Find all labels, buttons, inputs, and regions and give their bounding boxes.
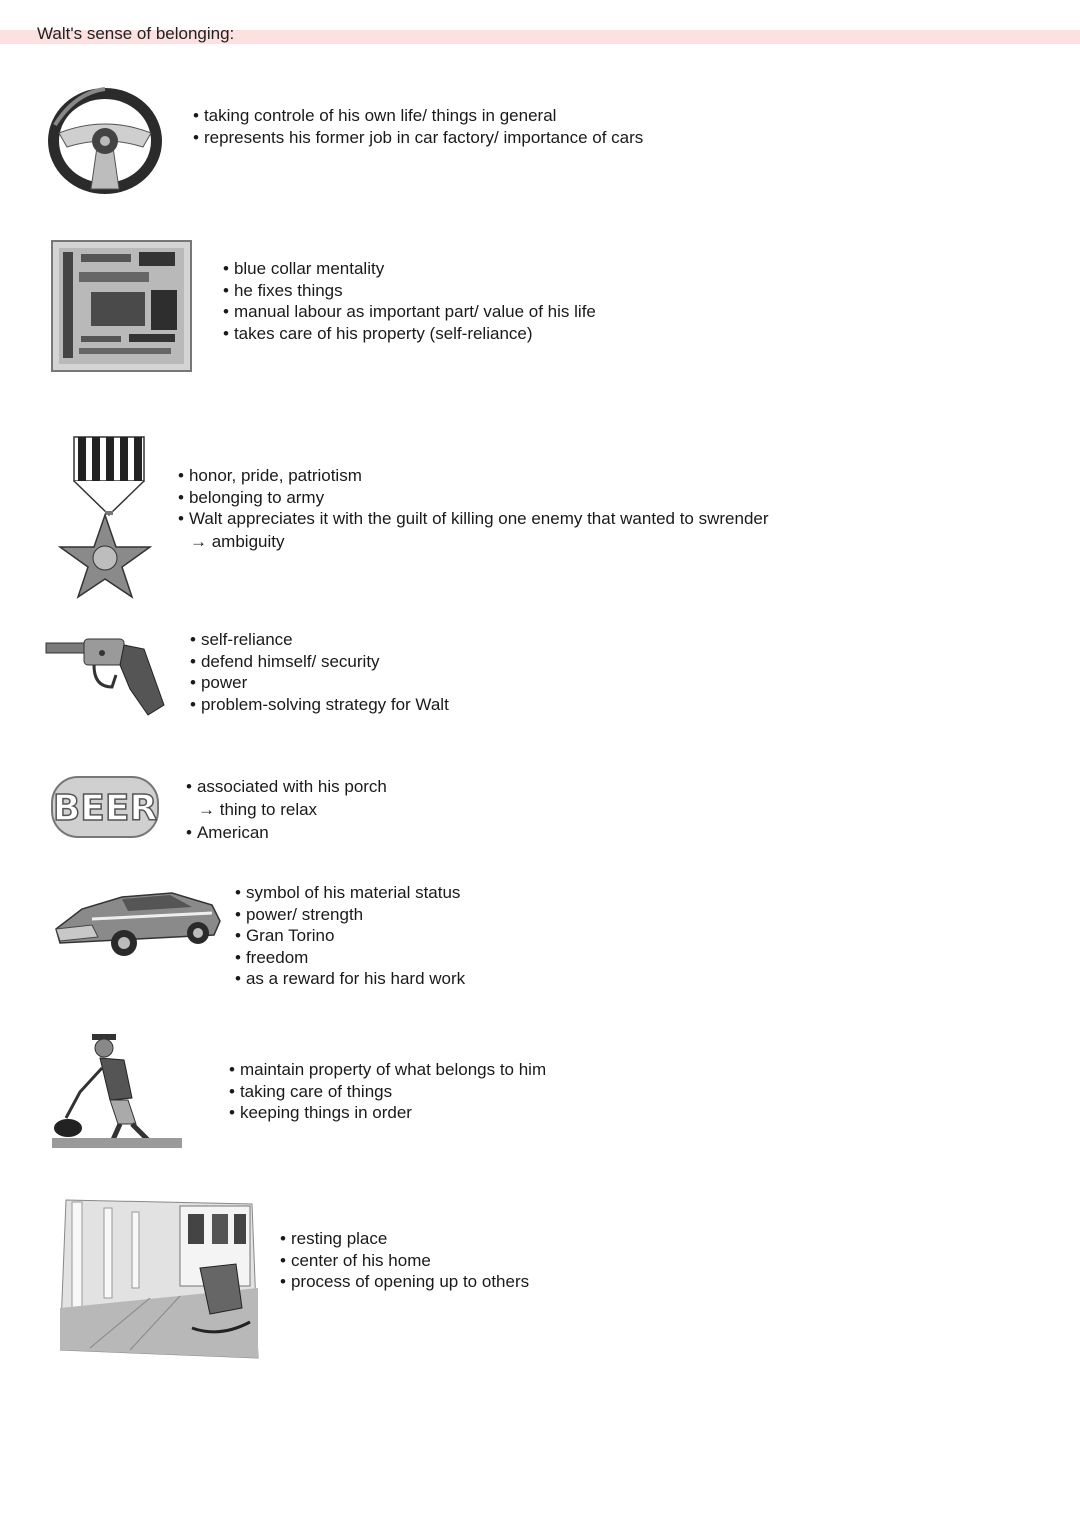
medal-icon [58, 435, 152, 599]
car-notes [235, 882, 465, 990]
note: • process of opening up to others [280, 1271, 529, 1293]
beer-sign-text: BEER [52, 788, 158, 829]
note: • represents his former job in car factory/ importance of cars [193, 127, 643, 149]
note: • associated with his porch [186, 775, 387, 798]
note: • freedom [235, 947, 465, 969]
lawnmower-notes [229, 1059, 546, 1124]
tool-board-icon [51, 240, 192, 372]
page-title: Walt's sense of belonging: [37, 24, 235, 43]
note: • self-reliance [190, 629, 449, 651]
note: • maintain property of what belongs to him [229, 1059, 546, 1081]
note: • keeping things in order [229, 1102, 546, 1124]
steering-wheel-notes [193, 105, 643, 148]
note: • symbol of his material status [235, 882, 465, 904]
note: • as a reward for his hard work [235, 968, 465, 990]
lawnmower-man-icon [52, 1028, 184, 1150]
note: • problem-solving strategy for Walt [190, 694, 449, 716]
note: • takes care of his property (self-reliance) [223, 323, 596, 345]
medal-notes [178, 465, 769, 552]
note: • resting place [280, 1228, 529, 1250]
note: • taking controle of his own life/ things in general [193, 105, 643, 127]
note: • power [190, 672, 449, 694]
note: • Gran Torino [235, 925, 465, 947]
note: • blue collar mentality [223, 258, 596, 280]
porch-icon [60, 1198, 260, 1360]
porch-notes [280, 1228, 529, 1293]
note: • defend himself/ security [190, 651, 449, 673]
note: • taking care of things [229, 1081, 546, 1103]
tool-board-notes [223, 258, 596, 344]
note: • American [186, 821, 387, 844]
note: • belonging to army [178, 487, 769, 509]
revolver-notes [190, 629, 449, 715]
note-sub: → thing to relax [198, 800, 318, 819]
note: • center of his home [280, 1250, 529, 1272]
note: • Walt appreciates it with the guilt of killing one enemy that wanted to swrender [178, 508, 769, 530]
revolver-icon [44, 635, 168, 717]
beer-sign-icon [50, 775, 160, 839]
note: • he fixes things [223, 280, 596, 302]
beer-notes [186, 775, 387, 844]
note: • power/ strength [235, 904, 465, 926]
car-icon [52, 885, 222, 961]
note: • manual labour as important part/ value of his life [223, 301, 596, 323]
note-sub: → ambiguity [190, 531, 285, 551]
note: • honor, pride, patriotism [178, 465, 769, 487]
steering-wheel-icon [45, 85, 165, 197]
